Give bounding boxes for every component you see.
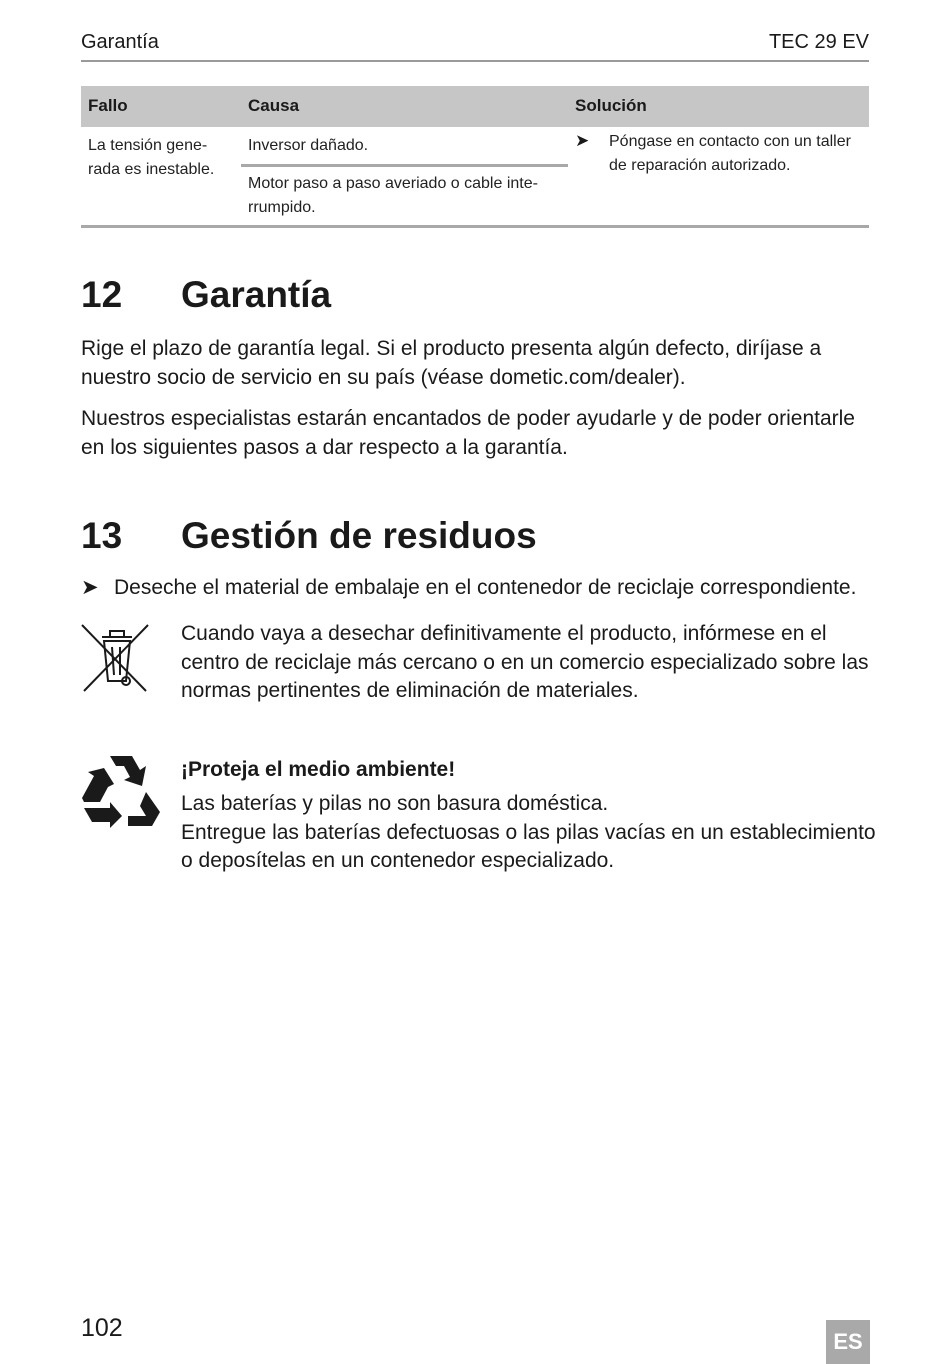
paragraph-line: o deposítelas en un contenedor especializado. bbox=[181, 849, 615, 872]
table-cell-solution bbox=[609, 130, 851, 178]
table-cell-solution-line: de reparación autorizado. bbox=[609, 157, 791, 174]
table-header-bar bbox=[81, 86, 869, 127]
section-13-number: 13 bbox=[81, 515, 123, 556]
paragraph-line: Las baterías y pilas no son basura doméstica. bbox=[181, 792, 609, 815]
header-rule bbox=[81, 60, 869, 62]
paragraph-line: Nuestros especialistas estarán encantados de poder ayudarle y de poder orientarle bbox=[81, 407, 855, 430]
disposal-instruction: Deseche el material de embalaje en el contenedor de reciclaje correspondiente. bbox=[114, 576, 857, 599]
section-12-title: Garantía bbox=[181, 274, 332, 315]
cause-separator bbox=[241, 164, 568, 167]
table-header-solution: Solución bbox=[575, 96, 647, 115]
table-header-cause: Causa bbox=[248, 96, 300, 115]
language-badge: ES bbox=[826, 1320, 870, 1364]
table-cell-fault-line: La tensión gene- bbox=[88, 137, 208, 154]
environment-text bbox=[181, 790, 876, 876]
paragraph-line: centro de reciclaje más cercano o en un comercio especializado sobre las bbox=[181, 650, 869, 674]
table-cell-solution-line: Póngase en contacto con un taller bbox=[609, 133, 851, 150]
arrow-bullet-icon: ➤ bbox=[81, 576, 99, 599]
paragraph-line: nuestro socio de servicio en su país (véase dometic.com/dealer). bbox=[81, 365, 686, 389]
table-cell-fault-line: rada es inestable. bbox=[88, 161, 215, 178]
table-cell-fault bbox=[88, 134, 214, 182]
section-12-paragraph-1 bbox=[81, 335, 821, 392]
table-cell-cause-1 bbox=[248, 134, 368, 158]
section-13-title: Gestión de residuos bbox=[181, 515, 537, 556]
paragraph-line: en los siguientes pasos a dar respecto a la garantía. bbox=[81, 435, 568, 459]
table-cell-cause-line: Inversor dañado. bbox=[248, 137, 369, 154]
paragraph-line: normas pertinentes de eliminación de materiales. bbox=[181, 679, 639, 702]
bin-disposal-text bbox=[181, 620, 869, 706]
paragraph-line: Rige el plazo de garantía legal. Si el producto presenta algún defecto, diríjase a bbox=[81, 337, 822, 360]
table-cell-cause-line: rrumpido. bbox=[248, 199, 316, 216]
table-cell-cause-line: Motor paso a paso averiado o cable inte- bbox=[248, 175, 538, 192]
table-header-fault: Fallo bbox=[88, 96, 128, 115]
paragraph-line: Entregue las baterías defectuosas o las pilas vacías en un establecimiento bbox=[181, 820, 876, 844]
section-12-number: 12 bbox=[81, 274, 123, 315]
section-12-paragraph-2 bbox=[81, 405, 855, 462]
page-number: 102 bbox=[81, 1314, 123, 1342]
table-cell-cause-2 bbox=[248, 172, 538, 220]
running-header-section: Garantía bbox=[81, 31, 159, 53]
environment-heading: ¡Proteja el medio ambiente! bbox=[181, 758, 456, 781]
running-header-model: TEC 29 EV bbox=[768, 31, 869, 53]
recycle-icon bbox=[80, 752, 164, 830]
crossed-out-bin-icon bbox=[80, 623, 152, 695]
arrow-bullet-icon: ➤ bbox=[575, 131, 590, 150]
table-bottom-rule bbox=[81, 225, 869, 228]
paragraph-line: Cuando vaya a desechar definitivamente el producto, infórmese en el bbox=[181, 622, 827, 645]
